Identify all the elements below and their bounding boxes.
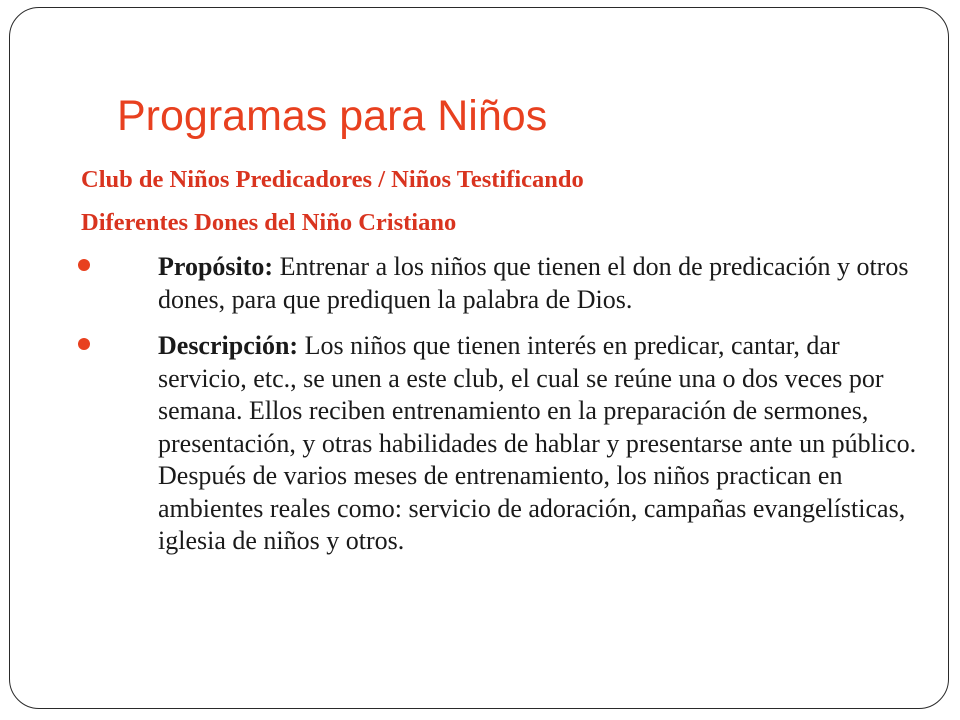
bullet-list xyxy=(10,251,950,572)
bullet-text: Los niños que tienen interés en predicar, cantar, dar servicio, etc., se unen a este club, el cual se reúne una o dos veces por semana. Ellos reciben entrenamiento en la preparación de sermones, presentación, y otras habilidades de hablar y presentarse ante un público. Después de varios meses de entrenamiento, los niños practican en ambientes reales como: servicio de adoración, campañas evangelísticas, iglesia de niños y otros. xyxy=(158,331,917,555)
bullet-text: Entrenar a los niños que tienen el don de predicación y otros dones, para que prediquen la palabra de Dios. xyxy=(158,252,909,314)
bullet-label: Propósito: xyxy=(158,252,274,281)
bullet-item-descripcion xyxy=(10,330,950,558)
bullet-dot-icon xyxy=(78,338,90,350)
bullet-label: Descripción: xyxy=(158,331,299,360)
slide-title: Programas para Niños xyxy=(117,92,548,140)
bullet-item-proposito xyxy=(10,251,950,316)
slide-frame xyxy=(9,7,949,709)
bullet-dot-icon xyxy=(78,259,90,271)
subtitle-line-1: Club de Niños Predicadores / Niños Testificando xyxy=(81,166,584,193)
subtitle-line-2: Diferentes Dones del Niño Cristiano xyxy=(81,209,457,236)
